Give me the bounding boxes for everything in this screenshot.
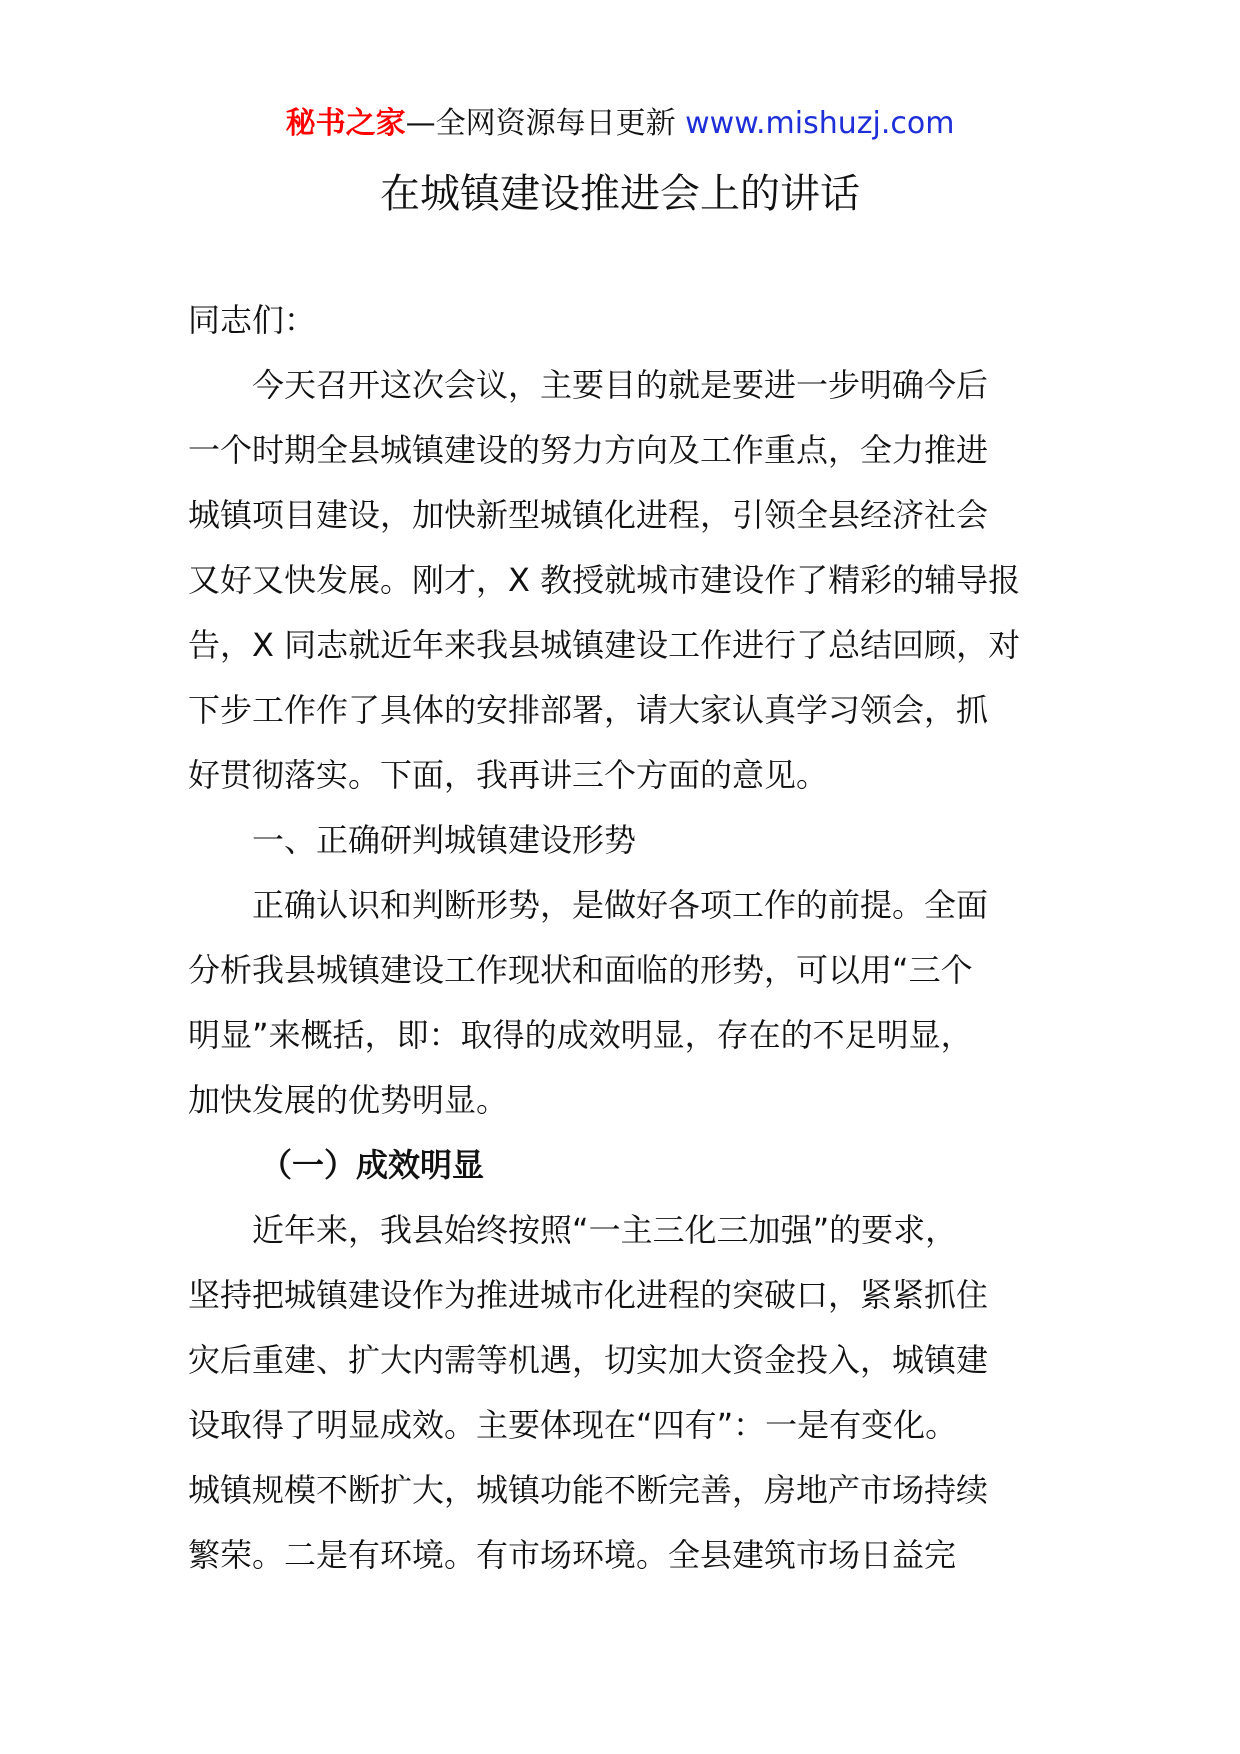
paragraph-line: 下步工作作了具体的安排部署，请大家认真学习领会，抓 bbox=[188, 691, 989, 729]
paragraph-line: 分析我县城镇建设工作现状和面临的形势，可以用“三个 bbox=[188, 951, 973, 989]
paragraph-line: 明显”来概括，即：取得的成效明显，存在的不足明显， bbox=[188, 1016, 973, 1054]
document-body bbox=[188, 298, 1052, 1598]
paragraph-line: 近年来，我县始终按照“一主三化三加强”的要求， bbox=[252, 1211, 958, 1249]
paragraph-line: 加快发展的优势明显。 bbox=[188, 1081, 509, 1119]
document-title: 在城镇建设推进会上的讲话 bbox=[380, 171, 860, 217]
paragraph-line: 城镇项目建设，加快新型城镇化进程，引领全县经济社会 bbox=[188, 496, 989, 534]
paragraph-line: 城镇规模不断扩大，城镇功能不断完善，房地产市场持续 bbox=[188, 1471, 989, 1509]
paragraph-line: 又好又快发展。刚才，X 教授就城市建设作了精彩的辅导报 bbox=[188, 561, 1021, 599]
paragraph-line: 灾后重建、扩大内需等机遇，切实加大资金投入，城镇建 bbox=[188, 1341, 989, 1379]
site-brand: 秘书之家 bbox=[285, 106, 406, 141]
site-url-link[interactable]: www.mishuzj.com bbox=[685, 106, 955, 141]
subsection-heading: （一）成效明显 bbox=[260, 1146, 485, 1184]
paragraph-line: 正确认识和判断形势，是做好各项工作的前提。全面 bbox=[252, 886, 989, 924]
site-tagline: —全网资源每日更新 bbox=[405, 106, 676, 141]
paragraph-line: 一个时期全县城镇建设的努力方向及工作重点，全力推进 bbox=[188, 431, 989, 469]
paragraph-line: 今天召开这次会议，主要目的就是要进一步明确今后 bbox=[252, 366, 989, 404]
section-heading: 一、正确研判城镇建设形势 bbox=[252, 821, 637, 859]
paragraph-line: 繁荣。二是有环境。有市场环境。全县建筑市场日益完 bbox=[188, 1536, 957, 1574]
paragraph-line: 告，X 同志就近年来我县城镇建设工作进行了总结回顾，对 bbox=[188, 626, 1021, 664]
paragraph-line: 设取得了明显成效。主要体现在“四有”：一是有变化。 bbox=[188, 1406, 958, 1444]
paragraph-line: 好贯彻落实。下面，我再讲三个方面的意见。 bbox=[188, 756, 829, 794]
paragraph-line: 坚持把城镇建设作为推进城市化进程的突破口，紧紧抓住 bbox=[188, 1276, 989, 1314]
salutation: 同志们： bbox=[188, 301, 317, 339]
site-header bbox=[0, 104, 1240, 144]
